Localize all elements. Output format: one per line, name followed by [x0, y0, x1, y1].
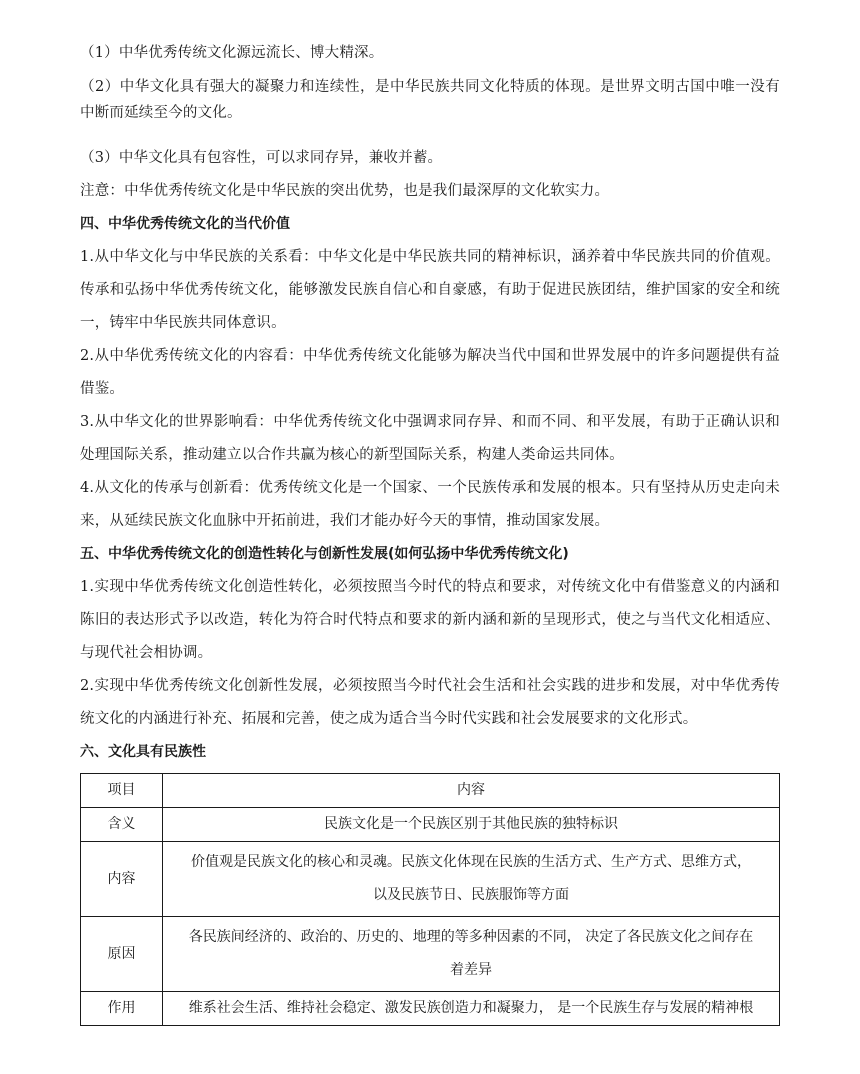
table-cell-line: 着差异 — [450, 962, 492, 978]
table-row-label: 原因 — [81, 917, 163, 992]
paragraph-point-3: （3）中华文化具有包容性，可以求同存异，兼收并蓄。 — [80, 150, 443, 166]
section-4-item-4: 4.从文化的传承与创新看：优秀传统文化是一个国家、一个民族传承和发展的根本。只有坚持从历史走向未来，从延续民族文化血脉中开拓前进，我们才能办好今天的事情，推动国家发展。 — [80, 480, 780, 529]
table-row-content — [163, 917, 780, 992]
table-cell-line: 以及民族节日、民族服饰等方面 — [373, 887, 569, 903]
paragraph-point-1: （1）中华优秀传统文化源远流长、博大精深。 — [80, 45, 384, 61]
table-cell-line: 民族文化是一个民族区别于其他民族的独特标识 — [324, 816, 618, 832]
section-4-item-1: 1.从中华文化与中华民族的关系看：中华文化是中华民族共同的精神标识，涵养着中华民族共同的价值观。传承和弘扬中华优秀传统文化，能够激发民族自信心和自豪感，有助于促进民族团结，维护国家的安全和统一，铸牢中华民族共同体意识。 — [80, 249, 780, 331]
table-row-label: 含义 — [81, 808, 163, 842]
table-row — [81, 917, 780, 992]
table-row — [81, 808, 780, 842]
table-cell-line: 维系社会生活、维持社会稳定、激发民族创造力和凝聚力， 是一个民族生存与发展的精神根 — [188, 1000, 754, 1016]
table-cell-line: 各民族间经济的、政治的、历史的、地理的等多种因素的不同， 决定了各民族文化之间存在 — [188, 929, 754, 945]
section-5-item-2: 2.实现中华优秀传统文化创新性发展，必须按照当今时代社会生活和社会实践的进步和发展，对中华优秀传统文化的内涵进行补充、拓展和完善，使之成为适合当今时代实践和社会发展要求的文化形式。 — [80, 678, 780, 727]
section-5-item-1: 1.实现中华优秀传统文化创造性转化，必须按照当今时代的特点和要求，对传统文化中有借鉴意义的内涵和陈旧的表达形式予以改造，转化为符合时代特点和要求的新内涵和新的呈现形式，使之与当代文化相适应、与现代社会相协调。 — [80, 579, 780, 661]
table-row-content — [163, 808, 780, 842]
section-5-heading: 五、中华优秀传统文化的创造性转化与创新性发展(如何弘扬中华优秀传统文化) — [80, 546, 569, 562]
table-row — [81, 992, 780, 1026]
section-4-heading: 四、中华优秀传统文化的当代价值 — [80, 216, 290, 232]
table-header-row — [81, 774, 780, 808]
table-row-content — [163, 992, 780, 1026]
table-row-label: 内容 — [81, 842, 163, 917]
table-row — [81, 842, 780, 917]
table-row-content — [163, 842, 780, 917]
table-cell-line: 价值观是民族文化的核心和灵魂。民族文化体现在民族的生活方式、生产方式、思维方式， — [191, 854, 751, 870]
section-4-item-2: 2.从中华优秀传统文化的内容看：中华优秀传统文化能够为解决当代中国和世界发展中的许多问题提供有益借鉴。 — [80, 348, 780, 397]
table-row-label: 作用 — [81, 992, 163, 1026]
table-header-item: 项目 — [81, 774, 163, 808]
paragraph-point-2: （2）中华文化具有强大的凝聚力和连续性，是中华民族共同文化特质的体现。是世界文明古国中唯一没有中断而延续至今的文化。 — [80, 79, 780, 121]
paragraph-note: 注意：中华优秀传统文化是中华民族的突出优势，也是我们最深厚的文化软实力。 — [80, 183, 610, 199]
ethnicity-table — [80, 773, 780, 1026]
document-page — [80, 0, 780, 1026]
section-4-item-3: 3.从中华文化的世界影响看：中华优秀传统文化中强调求同存异、和而不同、和平发展，有助于正确认识和处理国际关系，推动建立以合作共赢为核心的新型国际关系，构建人类命运共同体。 — [80, 414, 780, 463]
section-6-heading: 六、文化具有民族性 — [80, 744, 206, 760]
table-header-content: 内容 — [163, 774, 780, 808]
